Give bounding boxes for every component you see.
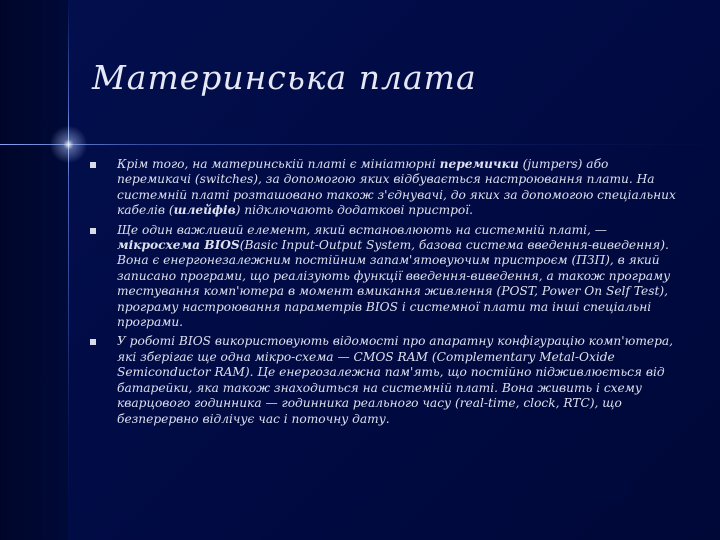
bullet-text-bold: мікросхема BIOS xyxy=(117,238,240,253)
bullet-item xyxy=(88,334,680,426)
square-bullet-icon xyxy=(90,339,96,345)
left-band xyxy=(0,0,68,540)
bullet-text: Ще один важливий елемент, який встановлюють на системній платі, — xyxy=(117,222,607,237)
vertical-accent-line xyxy=(68,0,69,540)
bullet-text-bold: шлейфів xyxy=(173,203,236,218)
horizontal-accent-line xyxy=(0,144,720,145)
bullet-list xyxy=(88,157,680,431)
bullet-item xyxy=(88,223,680,331)
bullet-text: (jumpers) або перемикачі (switches), за допомогою яких відбувається настроювання плати. На системній платі розташовано також з'єднувачі, до яких за допомогою спеціальних кабелів ( xyxy=(117,157,676,218)
square-bullet-icon xyxy=(90,162,96,168)
bullet-item xyxy=(88,157,680,219)
bullet-text: ) підключають додаткові пристрої. xyxy=(235,203,474,218)
bullet-text: У роботі BIOS використовують відомості про апаратну конфігурацію комп'ютера, які зберігає ще одна мікро-схема — CMOS RAM (Complementary Metal-Oxide Semiconductor RAM). Це енергозалежна пам'ять, що постійно підживлюється від батарейки, яка також знаходиться на системній платі. Вона живить і схему кварцового годинника — годинника реального часу (real-time, clock, RTC), що безперервно відлічує час і поточну дату. xyxy=(117,334,674,426)
bullet-text: (Basic Input-Output System, базова система введення-виведення). Вона є енергонезалежним постійним запам'ятовуючим пристроєм (ПЗП), в який записано програми, що реалізують функції введення-виведення, а також програму тестування комп'ютера в момент вмикання живлення (POST, Power On Self Test), програму настроювання параметрів BIOS і системної плати та інші спеціальні програми. xyxy=(117,238,671,330)
bullet-text-bold: перемички xyxy=(439,157,519,171)
light-flare xyxy=(48,124,89,165)
slide-title: Материнська плата xyxy=(92,58,477,97)
bullet-text: Крім того, на материнській платі є мініатюрні xyxy=(117,157,440,171)
square-bullet-icon xyxy=(90,228,96,234)
